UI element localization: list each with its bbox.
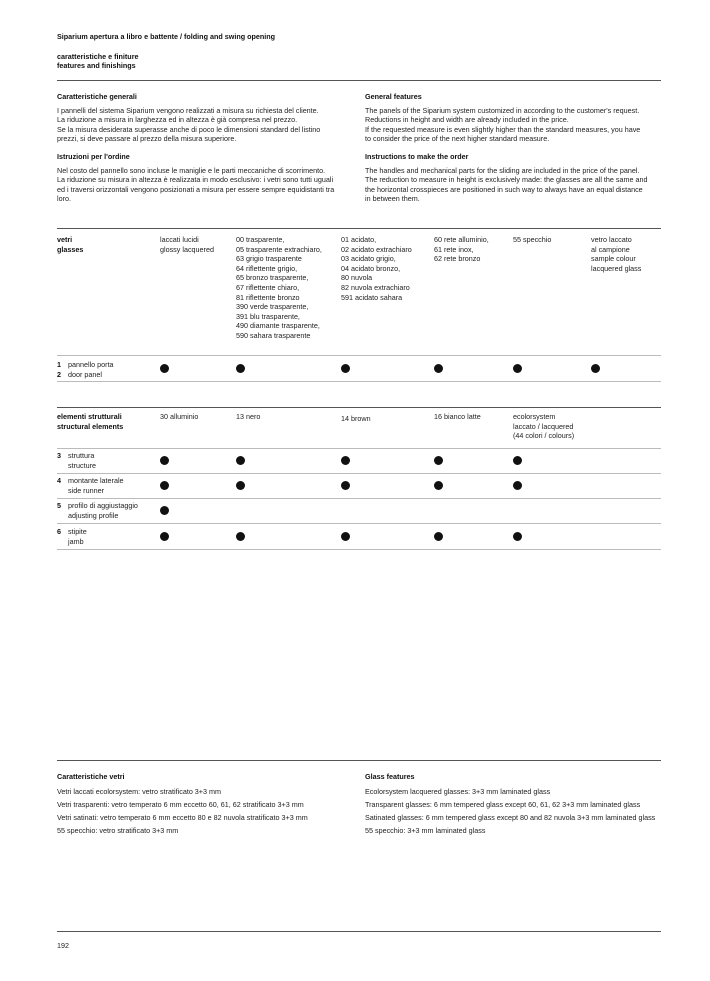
text-line: Transparent glasses: 6 mm tempered glass except 60, 61, 62 3+3 mm laminated glass: [365, 799, 641, 809]
availability-dot: [236, 532, 245, 541]
column-header-line: 05 trasparente extrachiaro,: [236, 244, 322, 254]
availability-dot: [160, 456, 169, 465]
page-number: 192: [57, 941, 69, 950]
row-number: 6: [57, 527, 61, 536]
text-line: Vetri trasparenti: vetro temperato 6 mm eccetto 60, 61, 62 stratificato 3+3 mm: [57, 799, 304, 809]
column-header-line: 61 rete inox,: [434, 244, 474, 254]
row-label: profilo di aggiustaggio: [68, 501, 138, 510]
column-header-line: 82 nuvola extrachiaro: [341, 283, 410, 292]
availability-dot: [341, 364, 350, 373]
column-header-line: 13 nero: [236, 412, 261, 421]
text-line: The handles and mechanical parts for the sliding are included in the price of the panel.: [365, 165, 640, 175]
column-header-line: glossy lacquered: [160, 244, 214, 254]
row-label: montante laterale: [68, 476, 124, 485]
text-line: Vetri satinati: vetro temperato 6 mm eccetto 80 e 82 nuvola stratificato 3+3 mm: [57, 812, 308, 822]
divider: [57, 407, 661, 408]
divider: [57, 523, 661, 524]
divider: [57, 381, 661, 382]
divider: [57, 931, 661, 932]
column-header-line: laccato / lacquered: [513, 421, 574, 431]
column-header-line: 591 acidato sahara: [341, 292, 403, 302]
text-line: prezzi, si deve passare al prezzo della misura superiore.: [57, 134, 237, 144]
text-line: to consider the price of the next higher standard measure.: [365, 134, 550, 144]
section-subtitle-it: caratteristiche e finiture: [57, 52, 139, 61]
glass-features-italian: [57, 772, 308, 837]
table-heading: glasses: [57, 244, 84, 254]
glass-features-heading: Glass features: [365, 772, 415, 781]
text-line: loro.: [57, 194, 71, 204]
availability-dot: [513, 364, 522, 373]
column-header-line: 81 riflettente bronzo: [236, 292, 300, 302]
text-line: La riduzione a misura in larghezza ed in altezza è già compresa nel prezzo.: [57, 115, 298, 125]
column-header-line: 55 specchio: [513, 235, 552, 244]
column-header-line: ecolorsystem: [513, 412, 556, 421]
column-header-line: laccati lucidi: [160, 235, 199, 244]
column-header-line: 391 blu trasparente,: [236, 311, 300, 321]
availability-dot: [160, 506, 169, 515]
column-header-line: 16 bianco latte: [434, 412, 481, 421]
text-line: The reduction to measure in height is exclusively made: the glasses are all the same and: [365, 175, 648, 185]
row-label: side runner: [68, 485, 104, 495]
text-line: 55 specchio: 3+3 mm laminated glass: [365, 825, 486, 835]
page-title: Siparium apertura a libro e battente / folding and swing opening: [57, 32, 276, 41]
column-header-line: (44 colori / colours): [513, 431, 575, 441]
row-label: pannello porta: [68, 360, 114, 369]
row-label: stipite: [68, 527, 87, 536]
row-number: 2: [57, 369, 61, 379]
order-heading: Istruzioni per l'ordine: [57, 151, 130, 161]
availability-dot: [591, 364, 600, 373]
divider: [57, 760, 661, 761]
column-header-line: 63 grigio trasparente: [236, 254, 302, 264]
divider: [57, 355, 661, 356]
table-heading: structural elements: [57, 421, 124, 431]
text-line: Ecolorsystem lacquered glasses: 3+3 mm laminated glass: [365, 786, 551, 796]
text-line: Reductions in height and width are already included in the price.: [365, 115, 569, 125]
availability-dot: [434, 364, 443, 373]
text-line: Vetri laccati ecolorsystem: vetro stratificato 3+3 mm: [57, 786, 221, 796]
column-header-line: al campione: [591, 244, 630, 254]
row-number: 5: [57, 501, 61, 510]
column-header-line: 30 alluminio: [160, 412, 199, 421]
column-header-line: vetro laccato: [591, 235, 632, 244]
table-heading: elementi strutturali: [57, 412, 122, 421]
text-line: ed i traversi orizzontali vengono posizionati a misura per essere sempre equidistanti tra: [57, 184, 335, 194]
availability-dot: [513, 481, 522, 490]
availability-dot: [341, 456, 350, 465]
general-heading: Caratteristiche generali: [57, 92, 137, 101]
row-label: jamb: [68, 536, 84, 546]
general-heading: General features: [365, 92, 422, 101]
column-header-line: 80 nuvola: [341, 273, 373, 283]
column-header-line: 60 rete alluminio,: [434, 235, 489, 244]
divider: [57, 498, 661, 499]
divider: [57, 228, 661, 229]
column-header-line: 03 acidato grigio,: [341, 254, 396, 264]
divider: [57, 473, 661, 474]
column-header-line: 64 riflettente grigio,: [236, 263, 298, 273]
availability-dot: [341, 481, 350, 490]
divider: [57, 448, 661, 449]
availability-dot: [236, 456, 245, 465]
text-line: I pannelli del sistema Siparium vengono realizzati a misura su richiesta del cliente.: [57, 105, 319, 115]
divider: [57, 549, 661, 550]
column-header-line: 01 acidato,: [341, 235, 377, 244]
text-line: If the requested measure is even slightly higher than the standard measures, you have: [365, 124, 641, 134]
row-label: struttura: [68, 451, 95, 460]
text-line: in between them.: [365, 194, 420, 204]
column-header-line: 62 rete bronzo: [434, 254, 481, 264]
column-header-line: 490 diamante trasparente,: [236, 321, 320, 331]
availability-dot: [236, 481, 245, 490]
text-line: the horizontal crosspieces are positioned in such way to always have an equal distance: [365, 184, 643, 194]
column-header-line: 14 brown: [341, 414, 371, 423]
glass-features-heading: Caratteristiche vetri: [57, 772, 125, 781]
row-label: door panel: [68, 369, 102, 379]
row-number: 1: [57, 360, 61, 369]
text-line: Se la misura desiderata superasse anche di poco le dimensioni standard del listino: [57, 124, 321, 134]
text-line: La riduzione su misura in altezza è realizzata in modo esclusivo: i vetri sono tutti uguali: [57, 175, 334, 185]
section-subtitle-en: features and finishings: [57, 61, 136, 70]
row-label: adjusting profile: [68, 510, 119, 520]
row-number: 4: [57, 476, 61, 485]
intro-italian: [57, 92, 357, 204]
column-header-line: 02 acidato extrachiaro: [341, 244, 412, 254]
table-heading: vetri: [57, 235, 73, 244]
availability-dot: [513, 456, 522, 465]
availability-dot: [513, 532, 522, 541]
order-heading: Instructions to make the order: [365, 151, 469, 161]
text-line: Satinated glasses: 6 mm tempered glass except 80 and 82 nuvola 3+3 mm laminated glass: [365, 812, 656, 822]
text-line: 55 specchio: vetro stratificato 3+3 mm: [57, 825, 179, 835]
divider: [57, 80, 661, 81]
availability-dot: [160, 532, 169, 541]
text-line: The panels of the Siparium system customized in according to the customer's request.: [365, 105, 640, 115]
row-label: structure: [68, 460, 96, 470]
availability-dot: [160, 364, 169, 373]
column-header-line: lacquered glass: [591, 263, 642, 273]
column-header-line: 00 trasparente,: [236, 235, 285, 244]
column-header-line: 04 acidato bronzo,: [341, 263, 401, 273]
glass-features-english: [365, 772, 655, 837]
text-line: Nel costo del pannello sono incluse le maniglie e le parti meccaniche di scorrimento.: [57, 165, 326, 175]
column-header-line: 590 sahara trasparente: [236, 331, 311, 340]
availability-dot: [236, 364, 245, 373]
availability-dot: [434, 456, 443, 465]
column-header-line: sample colour: [591, 254, 636, 264]
availability-dot: [341, 532, 350, 541]
column-header-line: 390 verde trasparente,: [236, 302, 309, 312]
availability-dot: [434, 532, 443, 541]
availability-dot: [434, 481, 443, 490]
row-number: 3: [57, 451, 61, 460]
availability-dot: [160, 481, 169, 490]
column-header-line: 65 bronzo trasparente,: [236, 273, 309, 283]
column-header-line: 67 riflettente chiaro,: [236, 283, 300, 292]
intro-english: [365, 92, 665, 204]
